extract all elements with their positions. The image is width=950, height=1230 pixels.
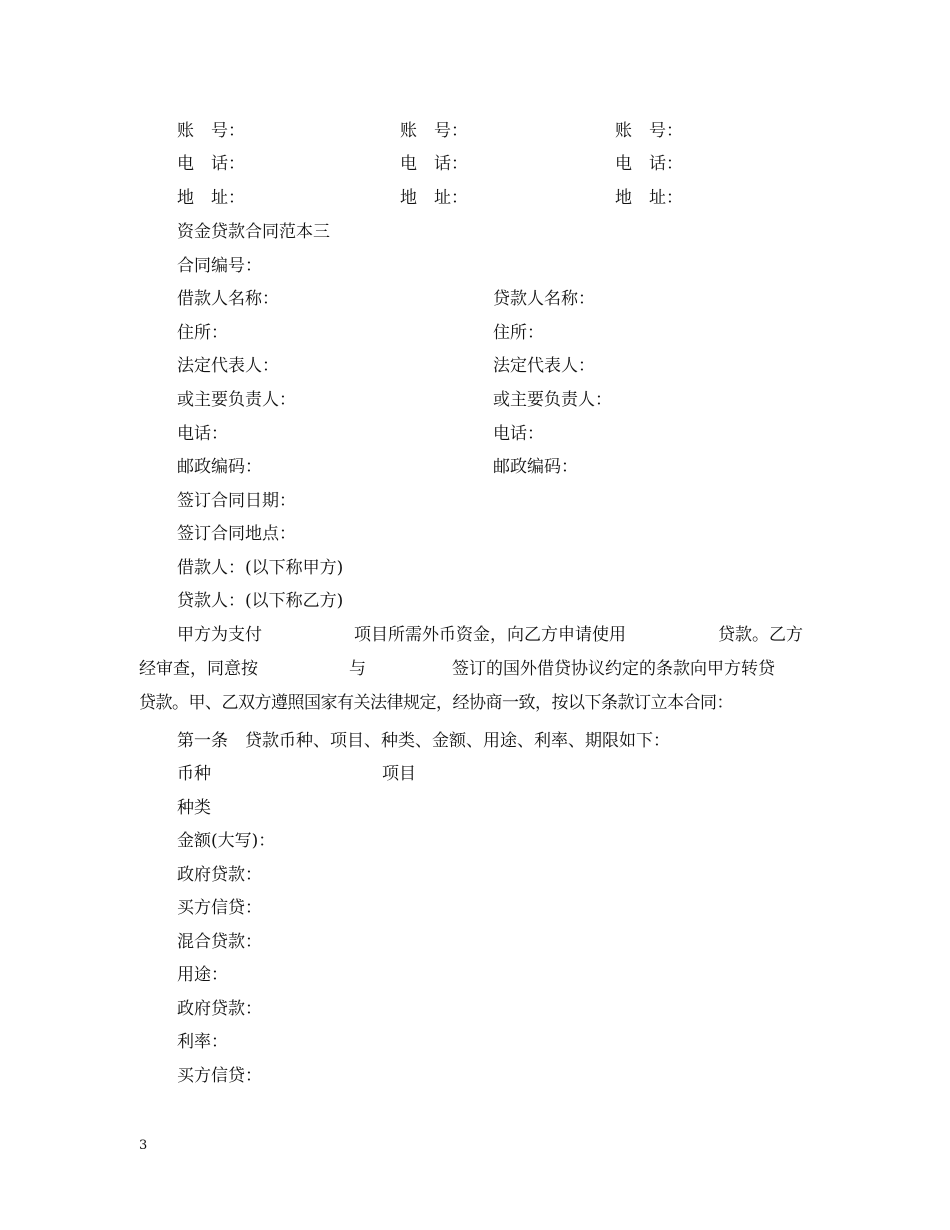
buyer-credit-label-2: 买方信贷： bbox=[177, 1066, 262, 1086]
account-label-1: 账 号： bbox=[177, 121, 245, 141]
party-b-line: 贷款人：(以下称乙方) bbox=[177, 591, 344, 611]
gov-loan-label-2: 政府贷款： bbox=[177, 999, 262, 1019]
paragraph-line-1 bbox=[0, 623, 950, 647]
borrower-legal-rep-label: 法定代表人： bbox=[177, 356, 279, 376]
mixed-loan-label: 混合贷款： bbox=[177, 932, 262, 952]
signing-place-label: 签订合同地点： bbox=[177, 524, 296, 544]
phone-label-3: 电 话： bbox=[615, 154, 683, 174]
paragraph-line-2-part-b: 与 bbox=[349, 659, 366, 679]
purpose-label: 用途： bbox=[177, 965, 228, 985]
address-label-1: 地 址： bbox=[177, 188, 245, 208]
phone-label-2: 电 话： bbox=[400, 154, 468, 174]
borrower-name-label: 借款人名称： bbox=[177, 289, 279, 309]
borrower-phone-label: 电话： bbox=[177, 424, 228, 444]
amount-label: 金额(大写)： bbox=[177, 831, 276, 851]
paragraph-line-2 bbox=[0, 657, 950, 681]
lender-principal-label: 或主要负责人： bbox=[493, 390, 612, 410]
paragraph-line-1-part-c: 贷款。乙方 bbox=[718, 625, 803, 645]
currency-label: 币种 bbox=[177, 764, 211, 784]
page-number: 3 bbox=[139, 1138, 148, 1153]
borrower-postcode-label: 邮政编码： bbox=[177, 457, 262, 477]
paragraph-line-2-part-c: 签订的国外借贷协议约定的条款向甲方转贷 bbox=[452, 659, 775, 679]
article-1-heading: 第一条 贷款币种、项目、种类、金额、用途、利率、期限如下： bbox=[177, 731, 670, 751]
borrower-residence-label: 住所： bbox=[177, 323, 228, 343]
lender-residence-label: 住所： bbox=[493, 323, 544, 343]
paragraph-line-3: 贷款。甲、乙双方遵照国家有关法律规定，经协商一致，按以下条款订立本合同： bbox=[139, 693, 733, 713]
project-label: 项目 bbox=[382, 764, 416, 784]
phone-label-1: 电 话： bbox=[177, 154, 245, 174]
address-label-2: 地 址： bbox=[400, 188, 468, 208]
gov-loan-label-1: 政府贷款： bbox=[177, 865, 262, 885]
account-label-2: 账 号： bbox=[400, 121, 468, 141]
interest-label: 利率： bbox=[177, 1032, 228, 1052]
paragraph-line-1-part-a: 甲方为支付 bbox=[177, 625, 262, 645]
type-label: 种类 bbox=[177, 798, 211, 818]
address-label-3: 地 址： bbox=[615, 188, 683, 208]
paragraph-line-1-part-b: 项目所需外币资金，向乙方申请使用 bbox=[354, 625, 626, 645]
party-a-line: 借款人：(以下称甲方) bbox=[177, 558, 344, 578]
account-label-3: 账 号： bbox=[615, 121, 683, 141]
signing-date-label: 签订合同日期： bbox=[177, 491, 296, 511]
borrower-principal-label: 或主要负责人： bbox=[177, 390, 296, 410]
lender-phone-label: 电话： bbox=[493, 424, 544, 444]
buyer-credit-label-1: 买方信贷： bbox=[177, 898, 262, 918]
lender-name-label: 贷款人名称： bbox=[493, 289, 595, 309]
document-title: 资金贷款合同范本三 bbox=[177, 222, 330, 242]
paragraph-line-2-part-a: 经审查，同意按 bbox=[139, 659, 258, 679]
contract-number-label: 合同编号： bbox=[177, 256, 262, 276]
lender-legal-rep-label: 法定代表人： bbox=[493, 356, 595, 376]
lender-postcode-label: 邮政编码： bbox=[493, 457, 578, 477]
